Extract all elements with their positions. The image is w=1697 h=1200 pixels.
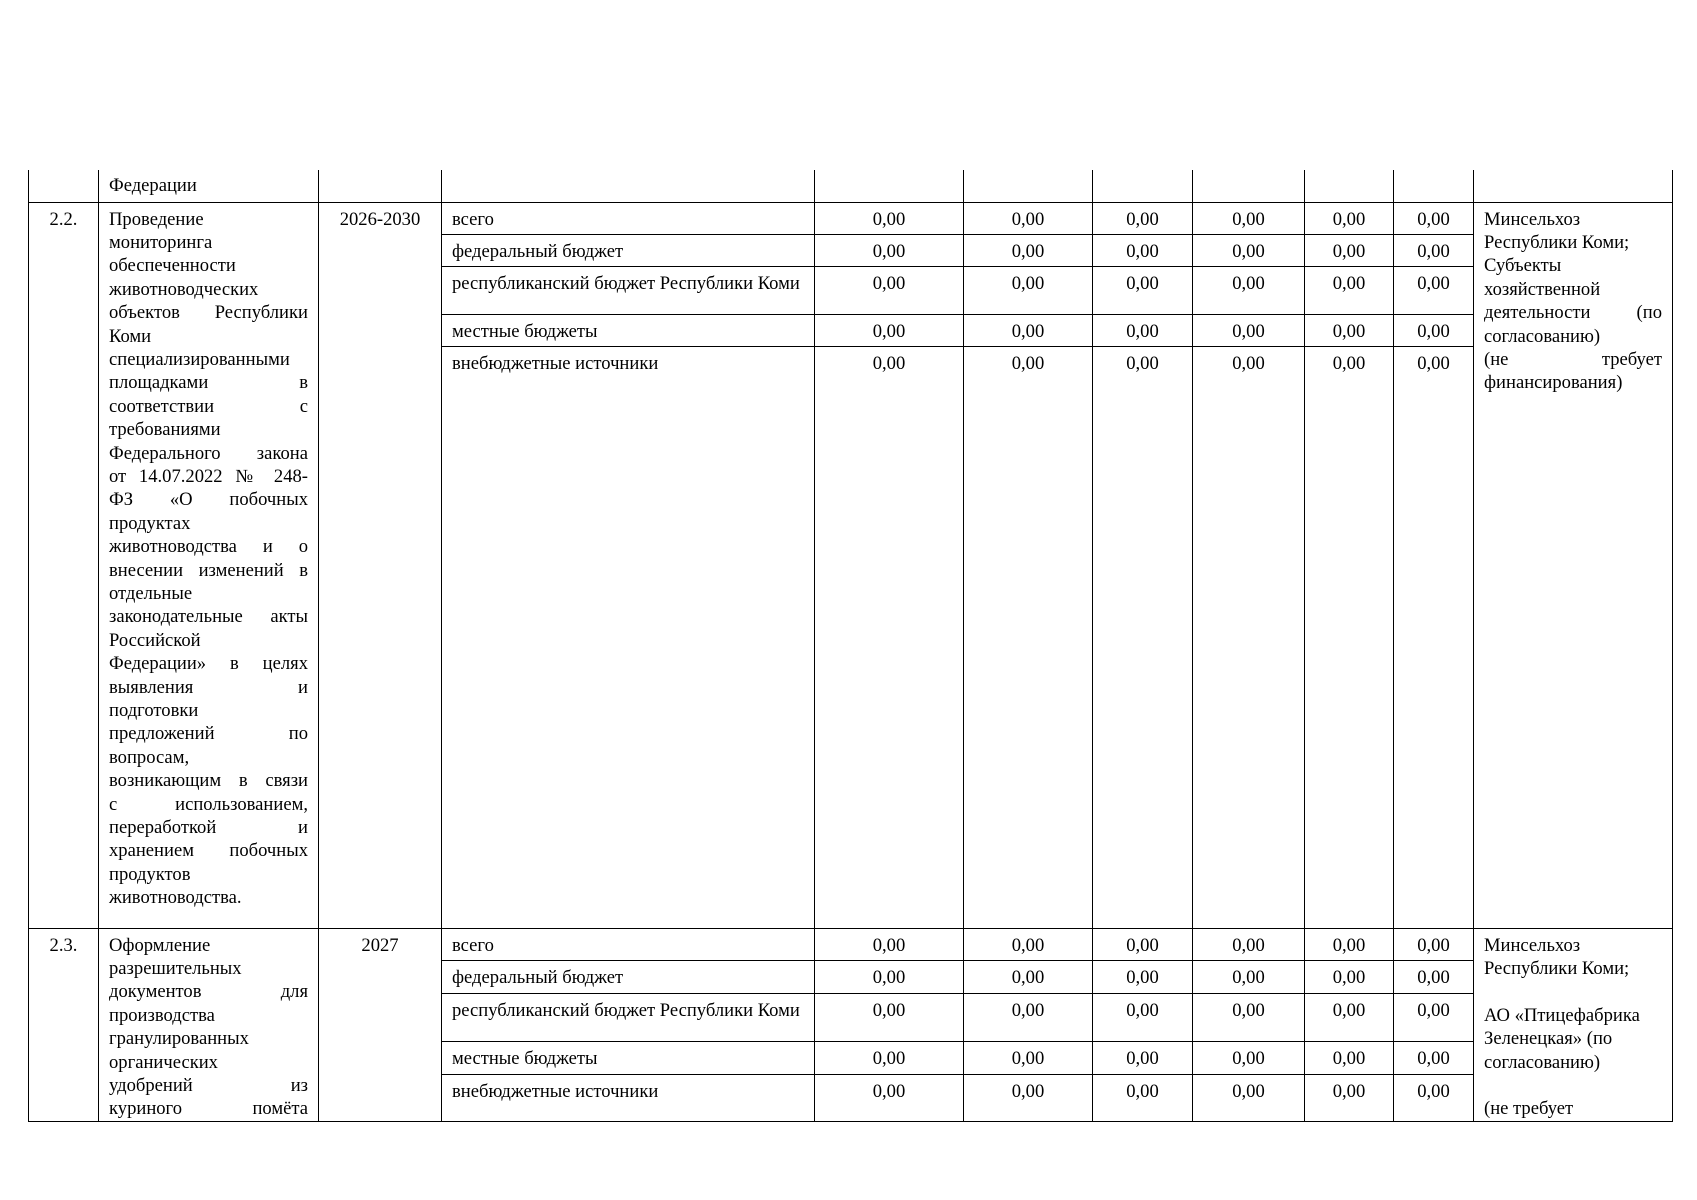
funding-value: 0,00 [1305,314,1394,346]
funding-value: 0,00 [1305,202,1394,234]
funding-value: 0,00 [1305,346,1394,928]
measure-name-line: требованиями [109,419,221,441]
funding-value: 0,00 [815,1042,964,1075]
measure-name-line: вопросам, [109,746,190,768]
measure-name-line: Российской [109,629,201,651]
measure-name-line: объектов Республики [109,302,308,324]
funding-value: 0,00 [964,1074,1093,1121]
funding-source-label: всего [442,928,815,961]
measure-name-line: обеспеченности [109,255,236,277]
funding-source-label: республиканский бюджет Республики Коми [442,266,815,314]
funding-value: 0,00 [1305,993,1394,1042]
responsible-line: деятельности (по [1484,302,1662,324]
funding-value: 0,00 [964,928,1093,961]
measure-name-line: специализированными [109,348,290,370]
funding-value: 0,00 [1394,961,1474,994]
table-row [29,928,1673,961]
funding-value: 0,00 [964,234,1093,266]
table-body [29,170,1673,1121]
cont-val-cell [1305,170,1394,202]
cont-val-cell [1193,170,1305,202]
funding-value: 0,00 [964,1042,1093,1075]
funding-value: 0,00 [1093,266,1193,314]
funding-value: 0,00 [964,961,1093,994]
funding-value: 0,00 [1193,961,1305,994]
funding-value: 0,00 [1093,202,1193,234]
funding-value: 0,00 [1394,266,1474,314]
funding-value: 0,00 [815,266,964,314]
cont-name-cell [99,170,319,202]
responsible-line: (не требует [1484,1098,1574,1120]
funding-value: 0,00 [964,314,1093,346]
responsible-line: финансирования) [1484,372,1623,394]
funding-value: 0,00 [1394,1042,1474,1075]
measure-name-line: предложений по [109,723,308,745]
measure-name-line: от 14.07.2022 № 248- [109,465,308,487]
cont-name-text: Федерации [109,175,197,196]
funding-value: 0,00 [1093,1042,1193,1075]
cont-num-cell [29,170,99,202]
measure-name-line: разрешительных [109,957,242,979]
funding-source-label: местные бюджеты [442,314,815,346]
responsible-line: согласованию) [1484,325,1601,347]
cont-source-cell [442,170,815,202]
responsible-line: Республики Коми; [1484,231,1630,253]
funding-value: 0,00 [1093,234,1193,266]
measure-name-line: выявления и [109,676,308,698]
funding-value: 0,00 [1305,1042,1394,1075]
funding-value: 0,00 [1193,1074,1305,1121]
responsible-line: Республики Коми; [1484,957,1630,979]
responsible-line: согласованию) [1484,1051,1601,1073]
measure-name-line: ФЗ «О побочных [109,489,308,511]
funding-value: 0,00 [1394,993,1474,1042]
measure-name-line: подготовки [109,700,199,722]
measure-name-line: переработкой и [109,817,308,839]
measure-name-line: мониторинга [109,231,213,253]
responsible-line: (не требует [1484,348,1662,370]
cont-val-cell [1093,170,1193,202]
funding-value: 0,00 [815,961,964,994]
responsible-line: Субъекты [1484,255,1562,277]
funding-value: 0,00 [815,234,964,266]
funding-value: 0,00 [1093,1074,1193,1121]
funding-source-label: федеральный бюджет [442,961,815,994]
responsible-line: хозяйственной [1484,278,1601,300]
responsible-line: Зеленецкая» (по [1484,1028,1613,1050]
funding-value: 0,00 [1093,346,1193,928]
measure-name-line: Федерального закона [109,442,308,464]
measure-name-line: удобрений из [109,1074,308,1096]
measure-number: 2.3. [29,928,99,1121]
funding-value: 0,00 [1305,234,1394,266]
responsible-executor [1474,928,1673,1121]
funding-value: 0,00 [1093,993,1193,1042]
measure-name-line: Федерации» в целях [109,653,308,675]
funding-value: 0,00 [1305,928,1394,961]
responsible-line: Минсельхоз [1484,208,1581,230]
funding-value: 0,00 [1394,1074,1474,1121]
measure-name-line: внесении изменений в [109,559,308,581]
funding-value: 0,00 [1193,993,1305,1042]
measure-name-line: отдельные [109,583,193,604]
measure-name-line: органических [109,1051,218,1073]
funding-value: 0,00 [1093,314,1193,346]
measure-name-line: площадками в [109,372,308,394]
funding-value: 0,00 [1193,202,1305,234]
funding-value: 0,00 [1093,928,1193,961]
measure-name-line: гранулированных [109,1028,249,1050]
funding-value: 0,00 [1193,928,1305,961]
measure-name-line: животноводства. [109,887,242,909]
funding-value: 0,00 [1394,234,1474,266]
funding-value: 0,00 [1193,1042,1305,1075]
responsible-line [1484,980,1662,1003]
funding-value: 0,00 [1394,928,1474,961]
funding-value: 0,00 [964,346,1093,928]
measure-name-line: законодательные акты [109,606,308,628]
funding-value: 0,00 [1193,266,1305,314]
cont-val-cell [964,170,1093,202]
funding-value: 0,00 [1305,1074,1394,1121]
funding-source-label: внебюджетные источники [442,1074,815,1121]
funding-value: 0,00 [964,266,1093,314]
measure-name-line: производства [109,1004,215,1026]
funding-value: 0,00 [815,202,964,234]
measure-name-line: продуктах [109,512,191,534]
funding-value: 0,00 [1305,266,1394,314]
responsible-executor [1474,202,1673,928]
funding-value: 0,00 [815,314,964,346]
funding-source-label: внебюджетные источники [442,346,815,928]
funding-value: 0,00 [1193,314,1305,346]
measure-name-line: с использованием, [109,793,308,815]
measure-name [99,202,319,928]
responsible-line: Минсельхоз [1484,934,1581,956]
funding-source-label: федеральный бюджет [442,234,815,266]
funding-value: 0,00 [1394,202,1474,234]
funding-value: 0,00 [815,1074,964,1121]
measure-name-line: Проведение [109,208,204,230]
funding-value: 0,00 [964,993,1093,1042]
measure-name-line: животноводства и о [109,536,308,558]
funding-value: 0,00 [815,993,964,1042]
measure-name-line: животноводческих [109,278,259,300]
measure-name [99,928,319,1121]
funding-value: 0,00 [1394,314,1474,346]
cont-resp-cell [1474,170,1673,202]
funding-source-label: местные бюджеты [442,1042,815,1075]
funding-source-label: республиканский бюджет Республики Коми [442,993,815,1042]
measure-years: 2027 [319,928,442,1121]
measure-name-line: куриного помёта [109,1098,308,1120]
measure-name-line: продуктов [109,863,191,885]
measure-number: 2.2. [29,202,99,928]
funding-value: 0,00 [1193,346,1305,928]
measure-years: 2026-2030 [319,202,442,928]
measure-name-line: хранением побочных [109,840,308,862]
measure-name-line: Коми [109,325,152,347]
cont-val-cell [815,170,964,202]
cont-val-cell [1394,170,1474,202]
measure-name-line: возникающим в связи [109,770,308,792]
funding-value: 0,00 [1394,346,1474,928]
table-row [29,202,1673,234]
funding-value: 0,00 [1305,961,1394,994]
cont-years-cell [319,170,442,202]
responsible-line [1484,1074,1662,1097]
funding-value: 0,00 [815,346,964,928]
funding-value: 0,00 [1193,234,1305,266]
program-table [28,170,1673,1122]
funding-value: 0,00 [1093,961,1193,994]
funding-source-label: всего [442,202,815,234]
funding-value: 0,00 [815,928,964,961]
measure-name-line: Оформление [109,934,211,956]
funding-value: 0,00 [964,202,1093,234]
measure-name-line: документов для [109,981,308,1003]
measure-name-line: соответствии с [109,395,308,417]
continuation-row [29,170,1673,202]
responsible-line: АО «Птицефабрика [1484,1004,1640,1026]
